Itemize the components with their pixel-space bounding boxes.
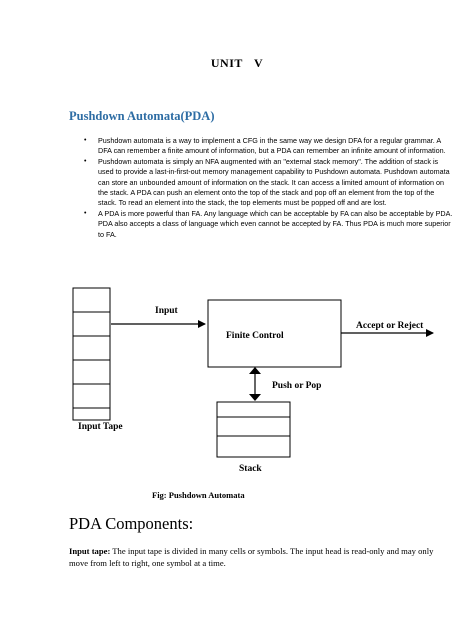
components-heading: PDA Components: (69, 514, 194, 533)
input-tape-paragraph (69, 546, 454, 569)
stack (217, 402, 290, 457)
bullet-text: A PDA is more powerful than FA. Any language which can be acceptable by FA can also be acceptable by PDA. PDA also accepts a class of language which even cannot be accepted by FA. Thus PDA is much more superior to FA. (98, 208, 453, 239)
finite-control-label: Finite Control (226, 331, 284, 341)
bullet-icon: • (84, 209, 87, 217)
input-tape-frame (73, 288, 110, 420)
bullet-icon: • (84, 137, 87, 144)
push-pop-label: Push or Pop (272, 381, 322, 391)
bullet-icon: • (84, 157, 87, 165)
stack-label: Stack (239, 464, 262, 474)
input-tape-term: Input tape: (69, 546, 111, 556)
input-tape-label: Input Tape (78, 422, 123, 432)
bullet-text: Pushdown automata is simply an NFA augmented with an "external stack memory". The addition of stack is used to provide a last-in-first-out memory management capability to Pushdown automata. Pushdown automata can store an unbounded amount of information on the stack. It can access a limited amount of information on the stack. A PDA can push an element onto the top of the stack and pop off an element from the top of the stack. To read an element into the stack, the top elements must be popped off and are lost. (98, 156, 450, 208)
bullet-text: Pushdown automata is a way to implement a CFG in the same way we design DFA for a regular grammar. A DFA can remember a finite amount of information, but a PDA can remember an infinite amount of information. (98, 136, 446, 156)
section-heading: Pushdown Automata(PDA) (69, 109, 215, 123)
stack-frame (217, 402, 290, 457)
push-pop-arrow-down-head (249, 394, 261, 401)
unit-title: UNIT V (210, 56, 264, 70)
figure-caption: Fig: Pushdown Automata (152, 490, 245, 500)
push-pop-arrow-up-head (249, 367, 261, 374)
input-tape (73, 288, 110, 420)
input-label: Input (155, 306, 178, 316)
input-tape-text: The input tape is divided in many cells or symbols. The input head is read-only and may only move from left to right, one symbol at a time. (69, 546, 434, 568)
accept-reject-label: Accept or Reject (356, 321, 424, 331)
